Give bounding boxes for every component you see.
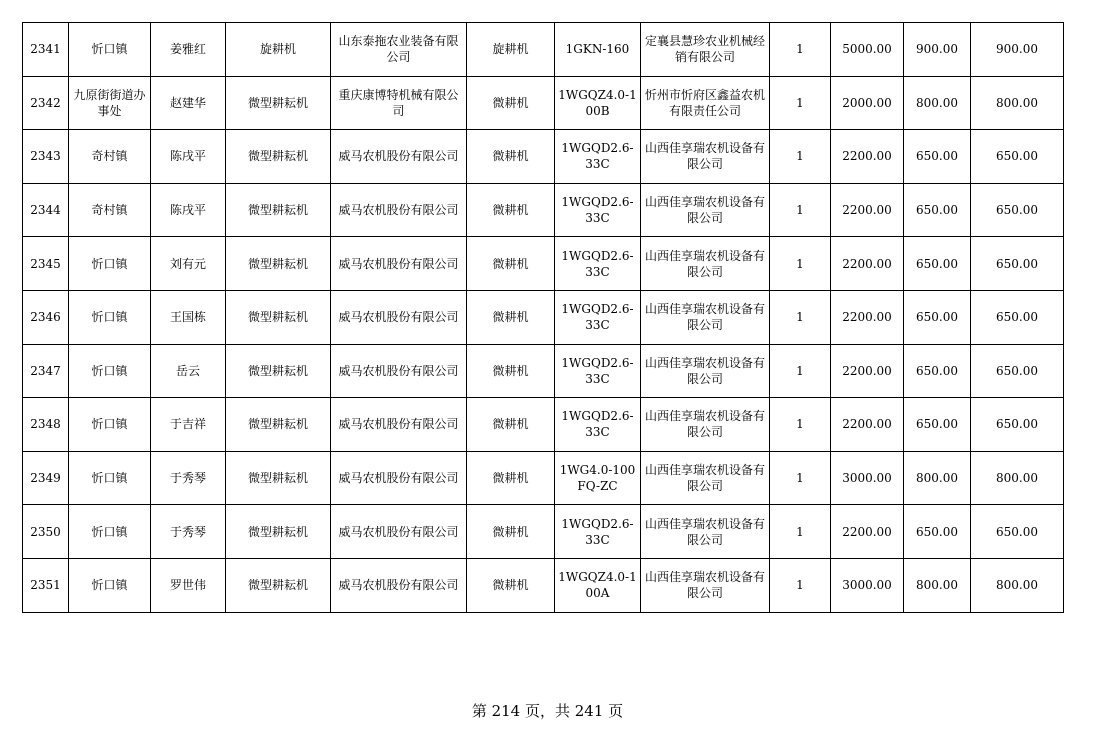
table-row xyxy=(23,451,1064,505)
town-cell: 九原街街道办事处 xyxy=(69,76,151,130)
item-cell: 微耕机 xyxy=(467,290,555,344)
total-cell: 650.00 xyxy=(971,344,1064,398)
row-number: 2342 xyxy=(23,76,69,130)
dealer-cell: 山西佳享瑞农机设备有限公司 xyxy=(641,183,770,237)
quantity-cell: 1 xyxy=(770,398,831,452)
town-cell: 忻口镇 xyxy=(69,23,151,77)
name-cell: 岳云 xyxy=(151,344,226,398)
item-cell: 微耕机 xyxy=(467,505,555,559)
category-cell: 微型耕耘机 xyxy=(226,290,331,344)
manufacturer-cell: 威马农机股份有限公司 xyxy=(331,344,467,398)
dealer-cell: 山西佳享瑞农机设备有限公司 xyxy=(641,130,770,184)
name-cell: 于吉祥 xyxy=(151,398,226,452)
row-number: 2344 xyxy=(23,183,69,237)
total-cell: 650.00 xyxy=(971,183,1064,237)
quantity-cell: 1 xyxy=(770,23,831,77)
total-cell: 650.00 xyxy=(971,290,1064,344)
subsidy-cell: 650.00 xyxy=(904,398,971,452)
model-cell: 1WGQD2.6-33C xyxy=(555,290,641,344)
subsidy-cell: 650.00 xyxy=(904,237,971,291)
model-cell: 1WGQD2.6-33C xyxy=(555,344,641,398)
town-cell: 忻口镇 xyxy=(69,505,151,559)
name-cell: 陈戌平 xyxy=(151,183,226,237)
town-cell: 忻口镇 xyxy=(69,290,151,344)
manufacturer-cell: 威马农机股份有限公司 xyxy=(331,398,467,452)
row-number: 2347 xyxy=(23,344,69,398)
table-row xyxy=(23,505,1064,559)
total-cell: 650.00 xyxy=(971,237,1064,291)
price-cell: 2200.00 xyxy=(831,290,904,344)
total-cell: 800.00 xyxy=(971,558,1064,612)
price-cell: 2200.00 xyxy=(831,183,904,237)
category-cell: 微型耕耘机 xyxy=(226,237,331,291)
subsidy-cell: 800.00 xyxy=(904,76,971,130)
subsidy-cell: 800.00 xyxy=(904,558,971,612)
row-number: 2351 xyxy=(23,558,69,612)
table-row xyxy=(23,290,1064,344)
manufacturer-cell: 威马农机股份有限公司 xyxy=(331,130,467,184)
table-row xyxy=(23,558,1064,612)
model-cell: 1WGQD2.6-33C xyxy=(555,398,641,452)
manufacturer-cell: 重庆康博特机械有限公司 xyxy=(331,76,467,130)
model-cell: 1WGQZ4.0-100B xyxy=(555,76,641,130)
subsidy-cell: 800.00 xyxy=(904,451,971,505)
price-cell: 2200.00 xyxy=(831,398,904,452)
name-cell: 王国栋 xyxy=(151,290,226,344)
item-cell: 微耕机 xyxy=(467,558,555,612)
town-cell: 奇村镇 xyxy=(69,130,151,184)
item-cell: 旋耕机 xyxy=(467,23,555,77)
model-cell: 1WGQD2.6-33C xyxy=(555,237,641,291)
item-cell: 微耕机 xyxy=(467,76,555,130)
quantity-cell: 1 xyxy=(770,290,831,344)
category-cell: 微型耕耘机 xyxy=(226,183,331,237)
total-cell: 900.00 xyxy=(971,23,1064,77)
row-number: 2343 xyxy=(23,130,69,184)
manufacturer-cell: 山东泰拖农业装备有限公司 xyxy=(331,23,467,77)
price-cell: 2200.00 xyxy=(831,237,904,291)
model-cell: 1WGQD2.6-33C xyxy=(555,130,641,184)
table-row xyxy=(23,398,1064,452)
item-cell: 微耕机 xyxy=(467,237,555,291)
item-cell: 微耕机 xyxy=(467,398,555,452)
dealer-cell: 山西佳享瑞农机设备有限公司 xyxy=(641,558,770,612)
model-cell: 1GKN-160 xyxy=(555,23,641,77)
item-cell: 微耕机 xyxy=(467,344,555,398)
category-cell: 微型耕耘机 xyxy=(226,505,331,559)
category-cell: 微型耕耘机 xyxy=(226,76,331,130)
subsidy-cell: 650.00 xyxy=(904,130,971,184)
quantity-cell: 1 xyxy=(770,344,831,398)
quantity-cell: 1 xyxy=(770,451,831,505)
name-cell: 于秀琴 xyxy=(151,451,226,505)
model-cell: 1WG4.0-100FQ-ZC xyxy=(555,451,641,505)
price-cell: 2200.00 xyxy=(831,130,904,184)
row-number: 2345 xyxy=(23,237,69,291)
quantity-cell: 1 xyxy=(770,183,831,237)
price-cell: 2000.00 xyxy=(831,76,904,130)
dealer-cell: 定襄县慧珍农业机械经销有限公司 xyxy=(641,23,770,77)
row-number: 2350 xyxy=(23,505,69,559)
subsidy-cell: 650.00 xyxy=(904,290,971,344)
total-cell: 650.00 xyxy=(971,505,1064,559)
dealer-cell: 山西佳享瑞农机设备有限公司 xyxy=(641,290,770,344)
item-cell: 微耕机 xyxy=(467,130,555,184)
category-cell: 微型耕耘机 xyxy=(226,558,331,612)
total-cell: 800.00 xyxy=(971,451,1064,505)
records-table xyxy=(22,22,1064,613)
manufacturer-cell: 威马农机股份有限公司 xyxy=(331,237,467,291)
name-cell: 刘有元 xyxy=(151,237,226,291)
manufacturer-cell: 威马农机股份有限公司 xyxy=(331,451,467,505)
dealer-cell: 山西佳享瑞农机设备有限公司 xyxy=(641,505,770,559)
name-cell: 于秀琴 xyxy=(151,505,226,559)
table-row xyxy=(23,130,1064,184)
name-cell: 姜雅红 xyxy=(151,23,226,77)
total-cell: 650.00 xyxy=(971,130,1064,184)
row-number: 2346 xyxy=(23,290,69,344)
price-cell: 5000.00 xyxy=(831,23,904,77)
quantity-cell: 1 xyxy=(770,237,831,291)
town-cell: 忻口镇 xyxy=(69,451,151,505)
quantity-cell: 1 xyxy=(770,76,831,130)
town-cell: 忻口镇 xyxy=(69,558,151,612)
name-cell: 赵建华 xyxy=(151,76,226,130)
quantity-cell: 1 xyxy=(770,130,831,184)
quantity-cell: 1 xyxy=(770,558,831,612)
name-cell: 罗世伟 xyxy=(151,558,226,612)
category-cell: 微型耕耘机 xyxy=(226,344,331,398)
table-row xyxy=(23,344,1064,398)
category-cell: 旋耕机 xyxy=(226,23,331,77)
subsidy-cell: 650.00 xyxy=(904,505,971,559)
table-row xyxy=(23,76,1064,130)
item-cell: 微耕机 xyxy=(467,451,555,505)
category-cell: 微型耕耘机 xyxy=(226,451,331,505)
row-number: 2349 xyxy=(23,451,69,505)
manufacturer-cell: 威马农机股份有限公司 xyxy=(331,183,467,237)
records-body xyxy=(23,23,1064,613)
category-cell: 微型耕耘机 xyxy=(226,130,331,184)
town-cell: 忻口镇 xyxy=(69,344,151,398)
item-cell: 微耕机 xyxy=(467,183,555,237)
town-cell: 忻口镇 xyxy=(69,398,151,452)
model-cell: 1WGQD2.6-33C xyxy=(555,183,641,237)
subsidy-cell: 650.00 xyxy=(904,183,971,237)
name-cell: 陈戌平 xyxy=(151,130,226,184)
price-cell: 3000.00 xyxy=(831,558,904,612)
table-row xyxy=(23,183,1064,237)
subsidy-cell: 650.00 xyxy=(904,344,971,398)
table-row xyxy=(23,237,1064,291)
dealer-cell: 山西佳享瑞农机设备有限公司 xyxy=(641,398,770,452)
row-number: 2348 xyxy=(23,398,69,452)
total-cell: 800.00 xyxy=(971,76,1064,130)
category-cell: 微型耕耘机 xyxy=(226,398,331,452)
row-number: 2341 xyxy=(23,23,69,77)
table-row xyxy=(23,23,1064,77)
manufacturer-cell: 威马农机股份有限公司 xyxy=(331,290,467,344)
dealer-cell: 山西佳享瑞农机设备有限公司 xyxy=(641,344,770,398)
total-cell: 650.00 xyxy=(971,398,1064,452)
page-footer: 第 214 页，共 241 页 xyxy=(471,702,624,720)
dealer-cell: 忻州市忻府区鑫益农机有限责任公司 xyxy=(641,76,770,130)
price-cell: 2200.00 xyxy=(831,505,904,559)
dealer-cell: 山西佳享瑞农机设备有限公司 xyxy=(641,237,770,291)
quantity-cell: 1 xyxy=(770,505,831,559)
manufacturer-cell: 威马农机股份有限公司 xyxy=(331,558,467,612)
price-cell: 3000.00 xyxy=(831,451,904,505)
town-cell: 忻口镇 xyxy=(69,237,151,291)
manufacturer-cell: 威马农机股份有限公司 xyxy=(331,505,467,559)
town-cell: 奇村镇 xyxy=(69,183,151,237)
model-cell: 1WGQD2.6-33C xyxy=(555,505,641,559)
subsidy-cell: 900.00 xyxy=(904,23,971,77)
dealer-cell: 山西佳享瑞农机设备有限公司 xyxy=(641,451,770,505)
price-cell: 2200.00 xyxy=(831,344,904,398)
model-cell: 1WGQZ4.0-100A xyxy=(555,558,641,612)
